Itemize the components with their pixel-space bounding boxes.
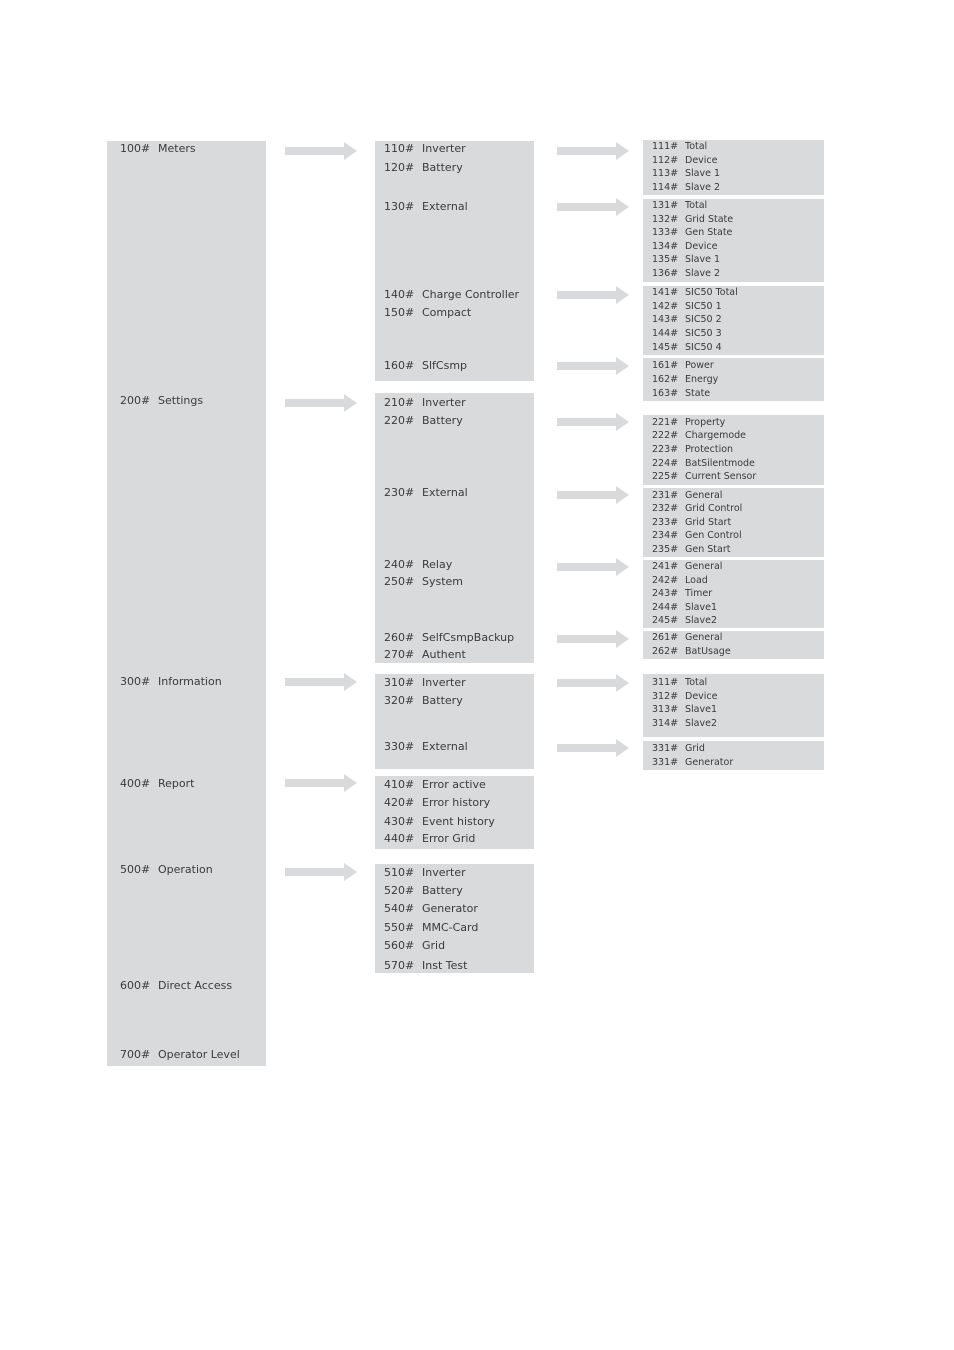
item-label: Grid Start bbox=[685, 517, 732, 528]
item-code: 233# bbox=[652, 517, 679, 528]
param-item bbox=[652, 241, 718, 252]
item-code: 330# bbox=[384, 740, 415, 753]
submenu-item bbox=[384, 778, 486, 791]
item-label: Chargemode bbox=[685, 430, 747, 441]
item-code: 210# bbox=[384, 396, 415, 409]
item-code: 114# bbox=[652, 182, 679, 193]
item-code: 313# bbox=[652, 704, 679, 715]
item-label: Battery bbox=[422, 414, 463, 427]
item-code: 550# bbox=[384, 921, 415, 934]
item-code: 410# bbox=[384, 778, 415, 791]
item-code: 331# bbox=[652, 743, 679, 754]
param-item bbox=[652, 575, 708, 586]
item-code: 570# bbox=[384, 959, 415, 972]
arrow-right-icon bbox=[285, 863, 357, 881]
arrow-right-icon bbox=[285, 673, 357, 691]
item-label: Gen State bbox=[685, 227, 733, 238]
arrow-right-icon bbox=[557, 142, 629, 160]
item-code: 400# bbox=[120, 777, 151, 790]
arrow-right-icon bbox=[557, 630, 629, 648]
item-code: 440# bbox=[384, 832, 415, 845]
item-code: 162# bbox=[652, 374, 679, 385]
submenu-item bbox=[384, 288, 519, 301]
item-code: 163# bbox=[652, 388, 679, 399]
arrow-right-icon bbox=[557, 413, 629, 431]
param-item bbox=[652, 503, 742, 514]
item-code: 135# bbox=[652, 254, 679, 265]
arrow-right-icon bbox=[285, 142, 357, 160]
item-code: 234# bbox=[652, 530, 679, 541]
param-item bbox=[652, 342, 722, 353]
item-label: SIC50 4 bbox=[685, 342, 722, 353]
item-code: 244# bbox=[652, 602, 679, 613]
item-code: 141# bbox=[652, 287, 679, 298]
submenu-item bbox=[384, 142, 466, 155]
item-label: Report bbox=[158, 777, 195, 790]
item-label: Slave2 bbox=[685, 718, 718, 729]
item-code: 270# bbox=[384, 648, 415, 661]
item-label: Settings bbox=[158, 394, 204, 407]
item-label: External bbox=[422, 740, 468, 753]
item-code: 430# bbox=[384, 815, 415, 828]
param-item bbox=[652, 615, 717, 626]
submenu-item bbox=[384, 306, 471, 319]
item-code: 143# bbox=[652, 314, 679, 325]
item-code: 150# bbox=[384, 306, 415, 319]
item-label: Error active bbox=[422, 778, 486, 791]
item-code: 142# bbox=[652, 301, 679, 312]
item-label: SlfCsmp bbox=[422, 359, 468, 372]
item-code: 262# bbox=[652, 646, 679, 657]
item-label: General bbox=[685, 561, 723, 572]
item-label: Device bbox=[685, 241, 718, 252]
param-item bbox=[652, 704, 717, 715]
item-code: 260# bbox=[384, 631, 415, 644]
item-label: Operator Level bbox=[158, 1048, 240, 1061]
item-label: Inverter bbox=[422, 396, 466, 409]
item-label: Inverter bbox=[422, 676, 466, 689]
item-code: 240# bbox=[384, 558, 415, 571]
submenu-item bbox=[384, 815, 495, 828]
item-label: Grid bbox=[422, 939, 446, 952]
param-item bbox=[652, 287, 738, 298]
menu-item-meters bbox=[120, 142, 196, 155]
item-label: Total bbox=[685, 141, 708, 152]
item-code: 540# bbox=[384, 902, 415, 915]
item-code: 310# bbox=[384, 676, 415, 689]
submenu-item bbox=[384, 902, 478, 915]
item-code: 112# bbox=[652, 155, 679, 166]
item-label: Error history bbox=[422, 796, 491, 809]
param-item bbox=[652, 360, 714, 371]
item-label: SIC50 Total bbox=[685, 287, 738, 298]
param-item bbox=[652, 374, 718, 385]
submenu-item bbox=[384, 558, 452, 571]
item-label: External bbox=[422, 200, 468, 213]
item-label: Generator bbox=[685, 757, 734, 768]
item-label: SIC50 2 bbox=[685, 314, 722, 325]
item-code: 261# bbox=[652, 632, 679, 643]
item-label: Current Sensor bbox=[685, 471, 757, 482]
item-code: 230# bbox=[384, 486, 415, 499]
item-label: Relay bbox=[422, 558, 453, 571]
param-item bbox=[652, 490, 722, 501]
item-label: Event history bbox=[422, 815, 495, 828]
item-label: General bbox=[685, 632, 723, 643]
submenu-item bbox=[384, 200, 468, 213]
item-label: Operation bbox=[158, 863, 213, 876]
item-label: SIC50 1 bbox=[685, 301, 722, 312]
item-code: 235# bbox=[652, 544, 679, 555]
arrow-right-icon bbox=[557, 558, 629, 576]
item-code: 420# bbox=[384, 796, 415, 809]
param-item bbox=[652, 588, 712, 599]
item-label: Gen Start bbox=[685, 544, 731, 555]
param-item bbox=[652, 718, 717, 729]
item-label: Slave1 bbox=[685, 602, 718, 613]
item-code: 331# bbox=[652, 757, 679, 768]
item-code: 160# bbox=[384, 359, 415, 372]
item-code: 600# bbox=[120, 979, 151, 992]
item-label: Battery bbox=[422, 884, 463, 897]
param-item bbox=[652, 301, 722, 312]
item-label: External bbox=[422, 486, 468, 499]
item-code: 311# bbox=[652, 677, 679, 688]
item-code: 200# bbox=[120, 394, 151, 407]
item-label: Meters bbox=[158, 142, 196, 155]
item-code: 131# bbox=[652, 200, 679, 211]
item-code: 320# bbox=[384, 694, 415, 707]
item-label: Protection bbox=[685, 444, 734, 455]
param-item bbox=[652, 214, 733, 225]
item-label: General bbox=[685, 490, 723, 501]
submenu-item bbox=[384, 575, 463, 588]
param-item bbox=[652, 691, 718, 702]
item-label: Load bbox=[685, 575, 708, 586]
item-label: Power bbox=[685, 360, 714, 371]
submenu-item bbox=[384, 959, 467, 972]
submenu-item bbox=[384, 486, 468, 499]
param-item bbox=[652, 530, 742, 541]
item-code: 250# bbox=[384, 575, 415, 588]
item-label: Gen Control bbox=[685, 530, 742, 541]
submenu-item bbox=[384, 414, 463, 427]
item-label: System bbox=[422, 575, 464, 588]
item-label: Battery bbox=[422, 161, 463, 174]
item-label: Direct Access bbox=[158, 979, 233, 992]
item-code: 700# bbox=[120, 1048, 151, 1061]
param-item bbox=[652, 471, 756, 482]
item-label: Slave 1 bbox=[685, 168, 721, 179]
param-item bbox=[652, 602, 717, 613]
submenu-item bbox=[384, 939, 445, 952]
item-label: Battery bbox=[422, 694, 463, 707]
item-label: Total bbox=[685, 200, 708, 211]
item-code: 132# bbox=[652, 214, 679, 225]
item-code: 510# bbox=[384, 866, 415, 879]
item-code: 225# bbox=[652, 471, 679, 482]
param-item bbox=[652, 757, 733, 768]
submenu-item bbox=[384, 694, 463, 707]
menu-item-report bbox=[120, 777, 194, 790]
arrow-right-icon bbox=[557, 486, 629, 504]
item-label: Slave2 bbox=[685, 615, 718, 626]
submenu-item bbox=[384, 740, 468, 753]
item-code: 560# bbox=[384, 939, 415, 952]
item-code: 220# bbox=[384, 414, 415, 427]
item-label: Inst Test bbox=[422, 959, 468, 972]
param-item bbox=[652, 141, 707, 152]
item-code: 130# bbox=[384, 200, 415, 213]
param-item bbox=[652, 254, 720, 265]
submenu-item bbox=[384, 796, 490, 809]
item-code: 231# bbox=[652, 490, 679, 501]
item-label: Timer bbox=[685, 588, 713, 599]
arrow-right-icon bbox=[557, 674, 629, 692]
param-item bbox=[652, 632, 722, 643]
arrow-right-icon bbox=[557, 357, 629, 375]
item-code: 136# bbox=[652, 268, 679, 279]
item-label: Charge Controller bbox=[422, 288, 520, 301]
submenu-item bbox=[384, 832, 475, 845]
item-code: 224# bbox=[652, 458, 679, 469]
item-label: Slave 2 bbox=[685, 182, 721, 193]
item-code: 312# bbox=[652, 691, 679, 702]
item-code: 111# bbox=[652, 141, 679, 152]
item-code: 232# bbox=[652, 503, 679, 514]
item-label: MMC-Card bbox=[422, 921, 479, 934]
item-label: Inverter bbox=[422, 142, 466, 155]
item-code: 500# bbox=[120, 863, 151, 876]
item-code: 144# bbox=[652, 328, 679, 339]
item-label: Total bbox=[685, 677, 708, 688]
param-item bbox=[652, 155, 718, 166]
item-code: 120# bbox=[384, 161, 415, 174]
item-label: Energy bbox=[685, 374, 719, 385]
item-label: Inverter bbox=[422, 866, 466, 879]
item-label: Grid Control bbox=[685, 503, 743, 514]
item-code: 134# bbox=[652, 241, 679, 252]
param-item bbox=[652, 268, 720, 279]
param-item bbox=[652, 328, 722, 339]
item-label: SIC50 3 bbox=[685, 328, 722, 339]
item-code: 110# bbox=[384, 142, 415, 155]
param-item bbox=[652, 646, 731, 657]
item-label: BatSilentmode bbox=[685, 458, 755, 469]
submenu-item bbox=[384, 921, 478, 934]
submenu-item bbox=[384, 866, 466, 879]
arrow-right-icon bbox=[285, 394, 357, 412]
submenu-item bbox=[384, 676, 466, 689]
item-label: Slave 2 bbox=[685, 268, 721, 279]
menu-item-operation bbox=[120, 863, 213, 876]
item-code: 221# bbox=[652, 417, 679, 428]
item-label: Device bbox=[685, 155, 718, 166]
arrow-right-icon bbox=[557, 198, 629, 216]
menu-item-operator-level bbox=[120, 1048, 240, 1061]
item-label: Authent bbox=[422, 648, 466, 661]
menu-item-settings bbox=[120, 394, 203, 407]
param-item bbox=[652, 314, 722, 325]
box-operation-sub bbox=[375, 864, 534, 973]
param-item bbox=[652, 182, 720, 193]
param-item bbox=[652, 517, 731, 528]
param-item bbox=[652, 430, 746, 441]
item-code: 140# bbox=[384, 288, 415, 301]
item-code: 133# bbox=[652, 227, 679, 238]
param-item bbox=[652, 743, 705, 754]
param-item bbox=[652, 227, 732, 238]
item-code: 145# bbox=[652, 342, 679, 353]
param-item bbox=[652, 388, 710, 399]
item-code: 161# bbox=[652, 360, 679, 371]
param-item bbox=[652, 168, 720, 179]
item-label: Compact bbox=[422, 306, 472, 319]
item-code: 100# bbox=[120, 142, 151, 155]
param-item bbox=[652, 561, 722, 572]
submenu-item bbox=[384, 359, 467, 372]
param-item bbox=[652, 417, 725, 428]
submenu-item bbox=[384, 161, 463, 174]
item-code: 242# bbox=[652, 575, 679, 586]
submenu-item bbox=[384, 631, 514, 644]
arrow-right-icon bbox=[557, 739, 629, 757]
item-code: 300# bbox=[120, 675, 151, 688]
item-label: State bbox=[685, 388, 711, 399]
submenu-item bbox=[384, 884, 463, 897]
item-label: Grid bbox=[685, 743, 705, 754]
param-item bbox=[652, 458, 755, 469]
item-label: BatUsage bbox=[685, 646, 731, 657]
item-label: Information bbox=[158, 675, 222, 688]
arrow-right-icon bbox=[285, 774, 357, 792]
param-item bbox=[652, 544, 730, 555]
level1-column bbox=[107, 141, 266, 1066]
box-meters-sub bbox=[375, 141, 534, 381]
item-label: Slave 1 bbox=[685, 254, 721, 265]
param-item bbox=[652, 677, 707, 688]
item-code: 113# bbox=[652, 168, 679, 179]
box-settings-sub bbox=[375, 393, 534, 663]
item-code: 314# bbox=[652, 718, 679, 729]
submenu-item bbox=[384, 396, 466, 409]
item-code: 243# bbox=[652, 588, 679, 599]
item-label: Device bbox=[685, 691, 718, 702]
item-label: Grid State bbox=[685, 214, 734, 225]
item-label: Error Grid bbox=[422, 832, 476, 845]
menu-item-direct-access bbox=[120, 979, 232, 992]
item-code: 241# bbox=[652, 561, 679, 572]
param-item bbox=[652, 200, 707, 211]
arrow-right-icon bbox=[557, 286, 629, 304]
item-code: 223# bbox=[652, 444, 679, 455]
item-label: SelfCsmpBackup bbox=[422, 631, 515, 644]
item-label: Generator bbox=[422, 902, 478, 915]
submenu-item bbox=[384, 648, 466, 661]
item-label: Property bbox=[685, 417, 726, 428]
item-label: Slave1 bbox=[685, 704, 718, 715]
item-code: 222# bbox=[652, 430, 679, 441]
item-code: 520# bbox=[384, 884, 415, 897]
menu-item-information bbox=[120, 675, 222, 688]
param-item bbox=[652, 444, 733, 455]
item-code: 245# bbox=[652, 615, 679, 626]
